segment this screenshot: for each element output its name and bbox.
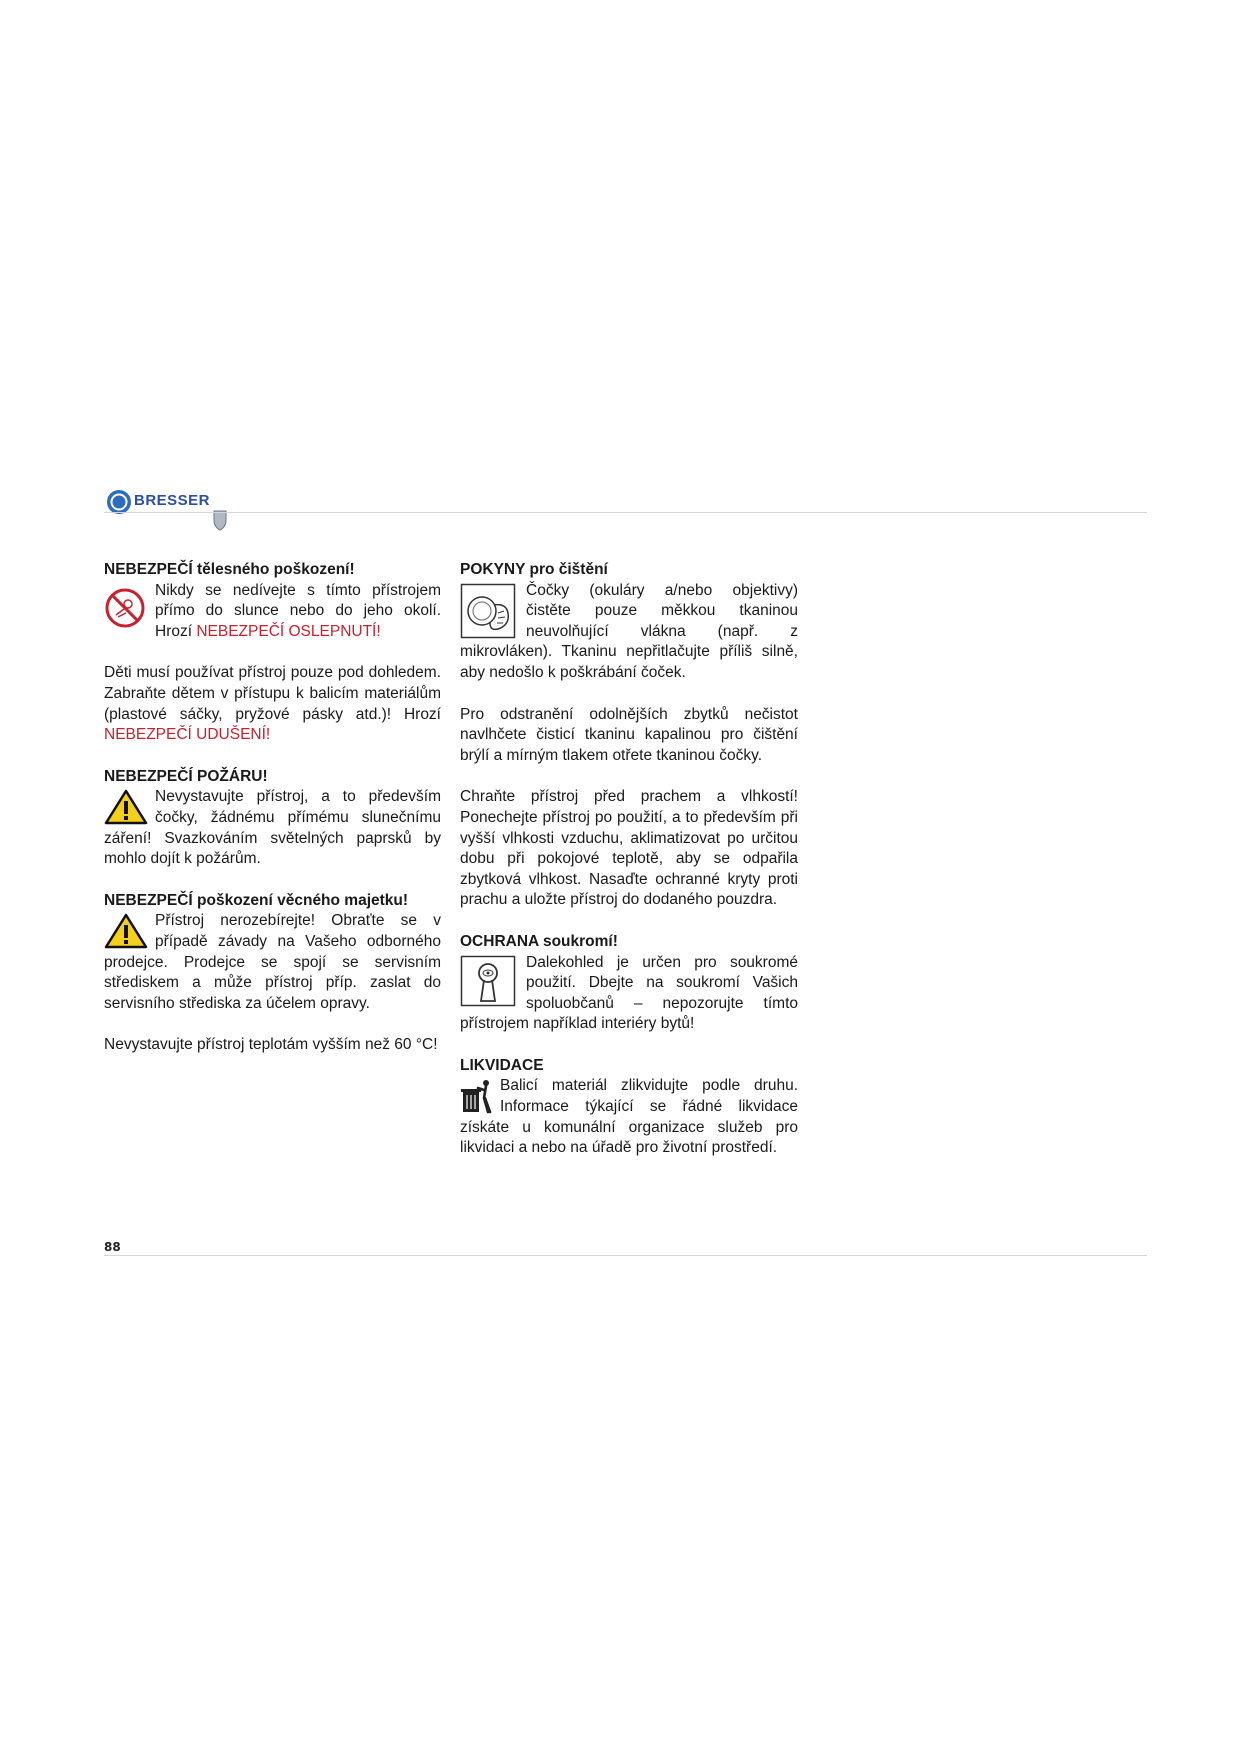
disposal-bin-icon bbox=[460, 1078, 492, 1114]
text-cleaning: Čočky (okuláry a/nebo objektivy) čistěte pouze měkkou tkaninou neuvolňující vlákna (např. z mikrovláken). Tkaninu nepřitlačujte příliš silně, aby nedošlo k poškrábání čoček. bbox=[460, 581, 798, 681]
text-temperature: Nevystavujte přístroj teplotám vyšším než 60 °C! bbox=[104, 1036, 438, 1054]
brand-name: BRESSER bbox=[134, 492, 211, 509]
heading-cleaning: POKYNY pro čištění bbox=[460, 561, 608, 578]
section-property bbox=[104, 891, 441, 1015]
section-disposal bbox=[460, 1056, 798, 1159]
section-privacy bbox=[460, 932, 798, 1035]
heading-fire: NEBEZPEČÍ POŽÁRU! bbox=[104, 767, 268, 785]
warning-blindness: NEBEZPEČÍ OSLEPNUTÍ! bbox=[196, 622, 381, 640]
warning-suffocation: NEBEZPEČÍ UDUŠENÍ! bbox=[104, 726, 271, 744]
body-bodily-harm bbox=[104, 581, 441, 643]
text-property: Přístroj nerozebírejte! Obraťte se v případě závady na Vašeho odborného prodejce. Prodejce se spojí se servisním střediskem a může přístroj příp. zaslat do servisního střediska za účelem opravy. bbox=[104, 912, 441, 1012]
section-children bbox=[104, 663, 441, 745]
right-column bbox=[460, 560, 798, 1180]
no-sun-viewing-icon bbox=[104, 587, 146, 629]
body-disposal bbox=[460, 1076, 798, 1158]
text-children: Děti musí používat přístroj pouze pod dohledem. Zabraňte dětem v přístupu k balicím materiálům (plastové sáčky, pryžové pásky atd.)! Hrozí bbox=[104, 664, 441, 723]
section-temperature bbox=[104, 1035, 441, 1056]
text-privacy: Dalekohled je určen pro soukromé použití. Dbejte na soukromí Vašich spoluobčanů – nepozorujte tímto přístrojem například interiéry bytů! bbox=[460, 953, 798, 1033]
left-column bbox=[104, 560, 441, 1077]
heading-property: NEBEZPEČÍ poškození věcného majetku! bbox=[104, 891, 409, 909]
heading-bodily-harm: NEBEZPEČÍ tělesného poškození! bbox=[104, 561, 355, 578]
privacy-keyhole-icon bbox=[460, 955, 516, 1007]
warning-triangle-icon bbox=[104, 913, 148, 949]
section-cleaning bbox=[460, 560, 798, 684]
body-privacy bbox=[460, 953, 798, 1035]
warning-triangle-icon bbox=[104, 789, 148, 825]
body-property bbox=[104, 911, 441, 1014]
section-dust-moisture bbox=[460, 787, 798, 911]
heading-disposal: LIKVIDACE bbox=[460, 1056, 544, 1074]
heading-privacy: OCHRANA soukromí! bbox=[460, 932, 618, 950]
body-fire bbox=[104, 787, 441, 869]
body-cleaning bbox=[460, 581, 798, 684]
text-fire: Nevystavujte přístroj, a to především čočky, žádnému přímému slunečnímu záření! Svazkováním světelných paprsků by mohlo dojít k požárům. bbox=[104, 788, 441, 868]
body-children bbox=[104, 663, 441, 745]
section-stubborn-dirt bbox=[460, 705, 798, 767]
header-rule bbox=[104, 512, 1147, 513]
footer-rule bbox=[104, 1255, 1147, 1256]
section-bodily-harm bbox=[104, 560, 441, 642]
text-stubborn-dirt: Pro odstranění odolnějších zbytků nečistot navlhčete čisticí tkaninu kapalinou pro čištění brýlí a mírným tlakem otřete tkaninou čočky. bbox=[460, 705, 798, 764]
text-dust-moisture: Chraňte přístroj před prachem a vlhkostí! Ponechejte přístroj po použití, a to především při vyšší vlhkosti vzduchu, aklimatizovat po určitou dobu při pokojové teplotě, aby se odpařila zbytková vlhkost. Nasaďte ochranné kryty proti prachu a uložte přístroj do dodaného pouzdra. bbox=[460, 788, 798, 909]
section-fire bbox=[104, 767, 441, 870]
text-disposal: Balicí materiál zlikvidujte podle druhu. Informace týkající se řádné likvidace získáte u komunální organizace služeb pro likvidaci a nebo na úřadě pro životní prostředí. bbox=[460, 1077, 798, 1157]
cleaning-cloth-icon bbox=[460, 583, 516, 639]
text-bodily-harm: Nikdy se nedívejte s tímto přístrojem přímo do slunce nebo do jeho okolí. Hrozí bbox=[155, 581, 441, 640]
page-number: 88 bbox=[104, 1240, 121, 1254]
